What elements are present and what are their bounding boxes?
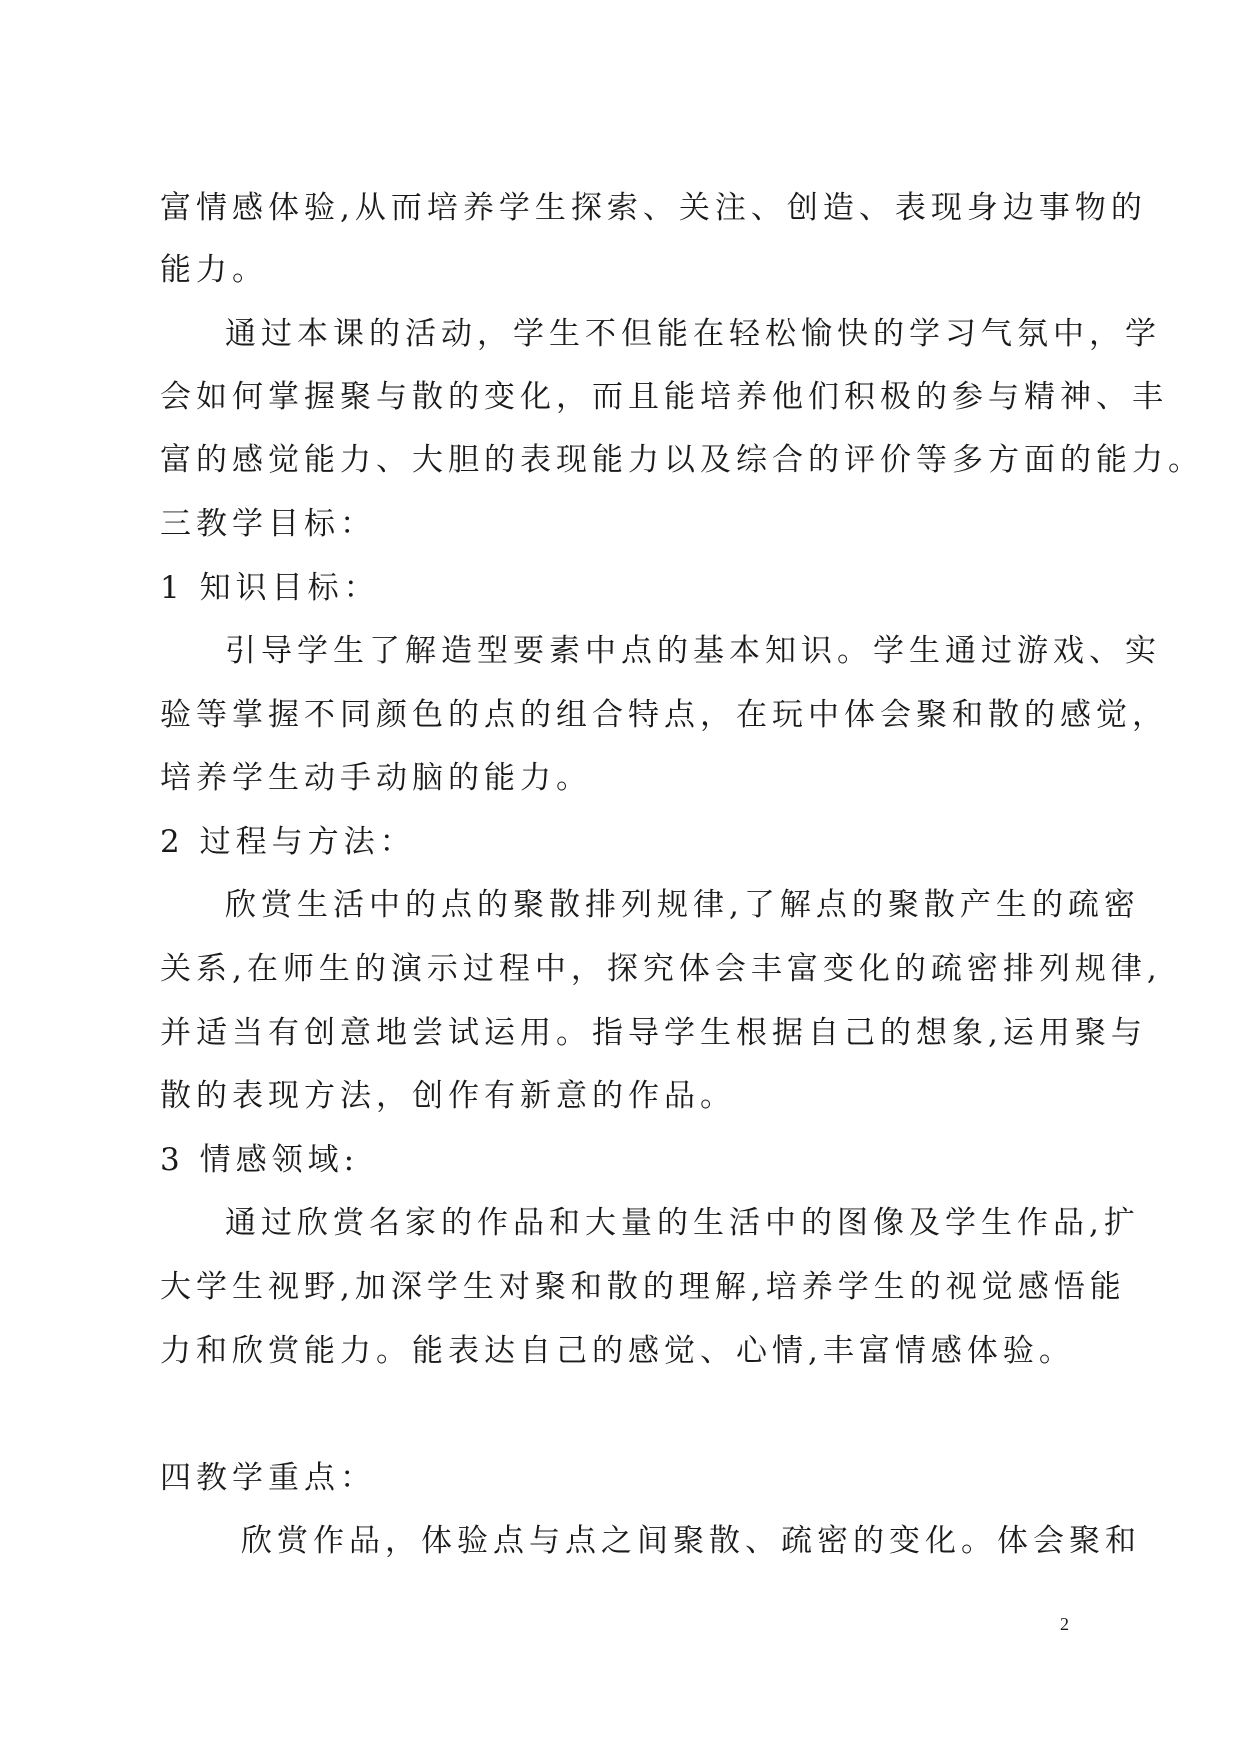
text-line-21: 欣赏作品，体验点与点之间聚散、疏密的变化。体会聚和 bbox=[241, 1523, 1141, 1559]
section-heading-teaching-goals: 三教学目标： bbox=[160, 506, 376, 542]
text-line-14: 并适当有创意地尝试运用。指导学生根据自己的想象,运用聚与 bbox=[160, 1015, 1147, 1051]
text-line-1: 富情感体验,从而培养学生探索、关注、创造、表现身边事物的 bbox=[160, 190, 1147, 226]
text-line-10: 培养学生动手动脑的能力。 bbox=[160, 760, 592, 796]
subheading-knowledge-goal: 1 知识目标： bbox=[160, 570, 380, 606]
text-line-9: 验等掌握不同颜色的点的组合特点，在玩中体会聚和散的感觉， bbox=[160, 697, 1168, 733]
section-heading-teaching-focus: 四教学重点： bbox=[160, 1460, 376, 1496]
text-line-4: 会如何掌握聚与散的变化，而且能培养他们积极的参与精神、丰 bbox=[160, 379, 1168, 415]
text-line-17: 通过欣赏名家的作品和大量的生活中的图像及学生作品,扩 bbox=[225, 1205, 1140, 1241]
text-line-13: 关系,在师生的演示过程中，探究体会丰富变化的疏密排列规律, bbox=[160, 951, 1162, 987]
text-line-8: 引导学生了解造型要素中点的基本知识。学生通过游戏、实 bbox=[225, 633, 1161, 669]
text-line-3: 通过本课的活动，学生不但能在轻松愉快的学习气氛中，学 bbox=[225, 316, 1161, 352]
text-line-12: 欣赏生活中的点的聚散排列规律,了解点的聚散产生的疏密 bbox=[225, 887, 1140, 923]
page-number: 2 bbox=[1060, 1614, 1069, 1634]
text-line-2: 能力。 bbox=[160, 252, 268, 288]
text-line-5: 富的感觉能力、大胆的表现能力以及综合的评价等多方面的能力。 bbox=[160, 442, 1204, 478]
text-line-19: 力和欣赏能力。能表达自己的感觉、心情,丰富情感体验。 bbox=[160, 1333, 1075, 1369]
text-line-15: 散的表现方法，创作有新意的作品。 bbox=[160, 1078, 736, 1114]
text-line-18: 大学生视野,加深学生对聚和散的理解,培养学生的视觉感悟能 bbox=[160, 1269, 1126, 1305]
subheading-emotion-domain: 3 情感领域: bbox=[160, 1142, 360, 1178]
subheading-process-method: 2 过程与方法： bbox=[160, 824, 416, 860]
